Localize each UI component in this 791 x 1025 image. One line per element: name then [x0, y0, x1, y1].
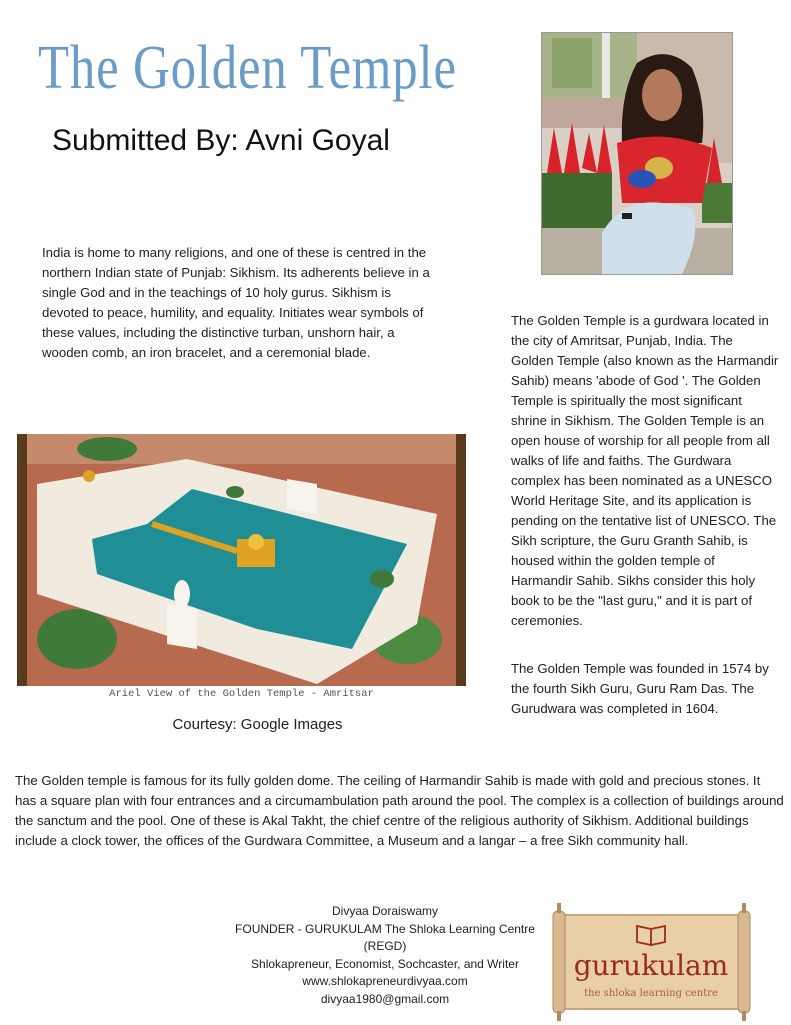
intro-paragraph: India is home to many religions, and one of these is centred in the northern Indian state of Punjab: Sikhism. Its adherents believe in a single God and in the teachings of 10 holy gurus. Sikhism is devoted to peace, humility, and equality. Initiates wear symbols of these values, including the distinctive turban, unshorn hair, a wooden comb, an iron bracelet, and a ceremonial blade.	[42, 245, 430, 360]
author-photo	[541, 32, 733, 275]
footer-titles: Shlokapreneur, Economist, Sochcaster, and Writer	[251, 956, 519, 971]
page-title: The Golden Temple	[38, 34, 457, 102]
scroll-logo	[549, 901, 754, 1021]
footer-role: FOUNDER - GURUKULAM The Shloka Learning Centre (REGD)	[235, 921, 535, 953]
footer-email-link[interactable]: divyaa1980@gmail.com	[320, 991, 450, 1006]
logo-tagline: the shloka learning centre	[584, 988, 718, 999]
footer-credits	[232, 903, 538, 1008]
gurukulam-logo	[549, 901, 754, 1021]
image-courtesy: Courtesy: Google Images	[172, 716, 343, 733]
aerial-image-caption: Ariel View of the Golden Temple - Amritsar	[109, 688, 374, 700]
footer-website-link[interactable]: www.shlokapreneurdivyaa.com	[302, 974, 468, 988]
submitted-by: Submitted By: Avni Goyal	[52, 124, 390, 157]
footer-name: Divyaa Doraiswamy	[331, 904, 439, 918]
author-photo-illustration	[542, 33, 732, 274]
aerial-view-image	[17, 434, 466, 686]
logo-wordmark: gurukulam	[573, 949, 729, 982]
architecture-paragraph: The Golden temple is famous for its fully golden dome. The ceiling of Harmandir Sahib is made with gold and precious stones. It has a square plan with four entrances and a circumambulation path around the pool. The complex is a collection of buildings around the sanctum and the pool. One of these is Akal Takht, the chief centre of the religious authority of Sikhism. Additional buildings include a clock tower, the offices of the Gurdwara Committee, a Museum and a langar – a free Sikh community hall.	[15, 773, 784, 848]
aerial-view-illustration	[17, 434, 466, 686]
temple-history-paragraph: The Golden Temple was founded in 1574 by the fourth Sikh Guru, Guru Ram Das. The Gurudwara was completed in 1604.	[511, 661, 769, 716]
temple-description-paragraph: The Golden Temple is a gurdwara located in the city of Amritsar, Punjab, India. The Golden Temple (also known as the Harmandir Sahib) means 'abode of God '. The Golden Temple is spiritually the most significant shrine in Sikhism. The Golden Temple is an open house of worship for all people from all walks of life and faiths. The Gurdwara complex has been nominated as a UNESCO World Heritage Site, and its application is pending on the tentative list of UNESCO. The Sikh scripture, the Guru Granth Sahib, is housed within the golden temple of Harmandir Sahib. Sikhs consider this holy book to be the "last guru," and it is part of ceremonies.	[511, 313, 779, 628]
